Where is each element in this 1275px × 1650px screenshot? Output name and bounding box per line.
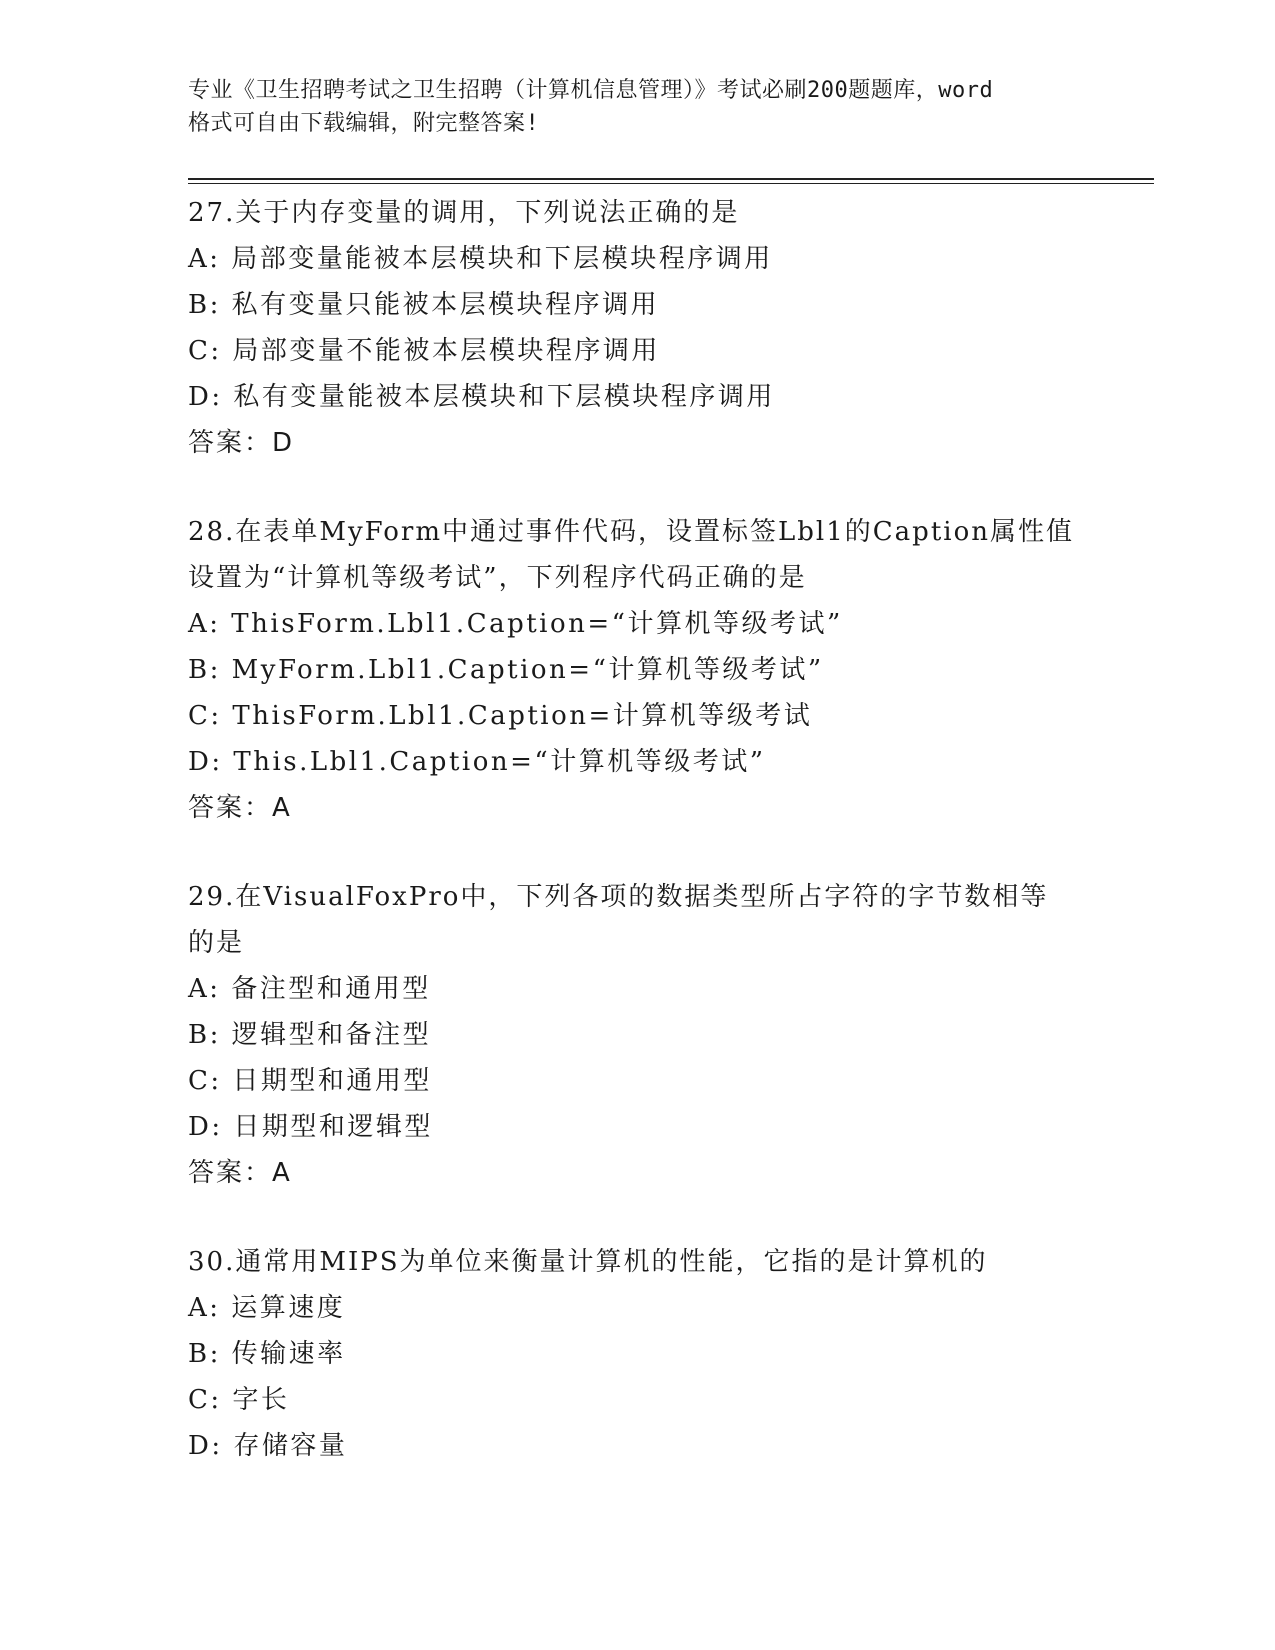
question-28 xyxy=(188,509,1118,831)
question-list xyxy=(188,190,1118,1512)
option-d: D: 存储容量 xyxy=(188,1431,348,1461)
option-a: A: 局部变量能被本层模块和下层模块程序调用 xyxy=(188,244,773,274)
answer: 答案：D xyxy=(188,428,295,458)
option-a: A: ThisForm.Lbl1.Caption=“计算机等级考试” xyxy=(188,609,843,639)
option-c: C: 日期型和通用型 xyxy=(188,1066,432,1096)
document-header xyxy=(188,74,1108,140)
option-d: D: 日期型和逻辑型 xyxy=(188,1112,433,1142)
option-a: A: 备注型和通用型 xyxy=(188,974,431,1004)
header-rule-thin xyxy=(188,183,1154,184)
option-a: A: 运算速度 xyxy=(188,1293,346,1323)
option-c: C: 字长 xyxy=(188,1385,290,1415)
question-title: 27.关于内存变量的调用，下列说法正确的是 xyxy=(188,198,740,228)
answer: 答案：A xyxy=(188,1158,292,1188)
answer: 答案：A xyxy=(188,793,292,823)
question-title: 30.通常用MIPS为单位来衡量计算机的性能，它指的是计算机的 xyxy=(188,1247,988,1277)
question-title-cont: 的是 xyxy=(188,928,245,958)
question-title: 28.在表单MyForm中通过事件代码，设置标签Lbl1的Caption属性值 xyxy=(188,517,1074,547)
option-c: C: ThisForm.Lbl1.Caption=计算机等级考试 xyxy=(188,701,813,731)
option-b: B: 私有变量只能被本层模块程序调用 xyxy=(188,290,660,320)
question-27 xyxy=(188,190,1118,466)
header-rule-thick xyxy=(188,178,1154,180)
header-line-2: 格式可自由下载编辑，附完整答案! xyxy=(188,111,540,136)
question-title: 29.在VisualFoxPro中，下列各项的数据类型所占字符的字节数相等 xyxy=(188,882,1049,912)
question-29 xyxy=(188,874,1118,1196)
option-b: B: 逻辑型和备注型 xyxy=(188,1020,432,1050)
option-b: B: 传输速率 xyxy=(188,1339,346,1369)
question-30 xyxy=(188,1239,1118,1469)
option-d: D: 私有变量能被本层模块和下层模块程序调用 xyxy=(188,382,775,412)
option-b: B: MyForm.Lbl1.Caption=“计算机等级考试” xyxy=(188,655,824,685)
header-line-1: 专业《卫生招聘考试之卫生招聘（计算机信息管理）》考试必刷200题题库，word xyxy=(188,78,994,103)
option-c: C: 局部变量不能被本层模块程序调用 xyxy=(188,336,660,366)
question-title-cont: 设置为“计算机等级考试”，下列程序代码正确的是 xyxy=(188,563,807,593)
option-d: D: This.Lbl1.Caption=“计算机等级考试” xyxy=(188,747,766,777)
